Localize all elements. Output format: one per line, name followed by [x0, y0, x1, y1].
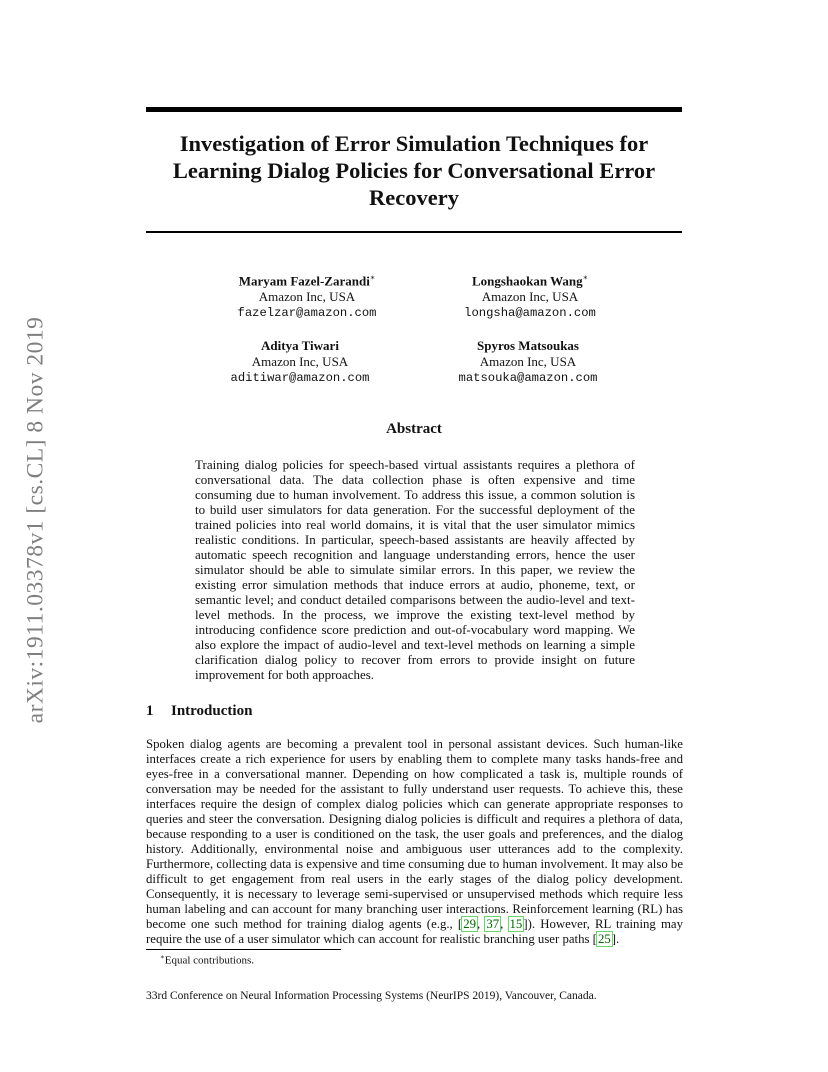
section-number: 1 [146, 703, 154, 719]
author-block [430, 270, 630, 321]
author-affiliation: Amazon Inc, USA [258, 289, 356, 305]
author-affiliation: Amazon Inc, USA [481, 289, 579, 305]
footnote-rule [146, 949, 341, 950]
equal-contribution-mark: ∗ [369, 273, 376, 282]
author-email[interactable]: longsha@amazon.com [464, 306, 596, 321]
citation-link[interactable]: 15 [509, 917, 523, 931]
conference-note: 33rd Conference on Neural Information Processing Systems (NeurIPS 2019), Vancouver, Canada. [146, 990, 597, 1002]
equal-contribution-mark: ∗ [582, 273, 589, 282]
section-title: Introduction [171, 703, 253, 719]
section-heading [146, 703, 252, 720]
paper-title: Investigation of Error Simulation Techniques for Learning Dialog Policies for Conversational Error Recovery [172, 131, 656, 210]
author-email[interactable]: fazelzar@amazon.com [237, 306, 377, 321]
author-block [200, 338, 400, 386]
title-bottom-rule [146, 231, 682, 233]
paragraph-text: Spoken dialog agents are becoming a prevalent tool in personal assistant devices. Such human-like interfaces create a rich experience for users by enabling them to complete many tasks hands-free and eyes-free in a conversational manner. Depending on how complicated a task is, multiple rounds of conversation may be needed for the assistant to fully understand user requests. To achieve this, these interfaces require the design of complex dialog policies which can generate appropriate responses to queries and steer the conversation. Designing dialog policies is difficult and requires a plethora of data, because responding to a user is conditioned on the task, the user goals and preferences, and the dialog history. Additionally, environmental noise and ambiguous user utterances add to the complexity. Furthermore, collecting data is expensive and time consuming due to human involvement. It may also be difficult to get engagement from real users in the early stages of the dialog policy development. Consequently, it is necessary to leverage semi-supervised or unsupervised methods which require less human labeling and can account for many branching user interactions. Reinforcement learning (RL) has become one such method for training dialog agents (e.g., [146, 737, 683, 931]
paragraph-text: . [616, 932, 620, 946]
author-email[interactable]: aditiwar@amazon.com [230, 371, 370, 385]
citation-link[interactable]: 37 [486, 917, 500, 931]
author-name: Longshaokan Wang [471, 273, 583, 289]
arxiv-watermark: arXiv:1911.03378v1 [cs.CL] 8 Nov 2019 [22, 316, 49, 724]
author-block [428, 338, 628, 386]
author-name: Aditya Tiwari [261, 338, 339, 353]
abstract-text: Training dialog policies for speech-based virtual assistants requires a plethora of conversational data. The data collection phase is often expensive and time consuming due to human involvement. To address this issue, a common solution is to build user simulators for data generation. For the successful deployment of the trained policies into real world domains, it is vital that the user simulator mimics realistic conditions. In particular, speech-based assistants are heavily affected by automatic speech recognition and language understanding errors, hence the user simulator should be able to simulate similar errors. In this paper, we review the existing error simulation methods that induce errors at audio, phoneme, text, or semantic level; and conduct detailed comparisons between the audio-level and text-level methods. In the process, we improve the existing text-level method by introducing confidence score prediction and out-of-vocabulary word mapping. We also explore the impact of audio-level and text-level methods on learning a simple clarification dialog policy to recover from errors to provide insight on future improvement for both approaches. [195, 457, 635, 682]
title-top-rule [146, 107, 682, 112]
citation-link[interactable]: 25 [597, 932, 611, 946]
author-email[interactable]: matsouka@amazon.com [458, 371, 598, 385]
citation-link[interactable]: 29 [463, 917, 476, 931]
footnote-text: Equal contributions. [164, 954, 254, 967]
author-block [207, 270, 407, 321]
footnote [160, 953, 254, 967]
author-name: Maryam Fazel-Zarandi [238, 273, 370, 289]
paragraph-text: ). However, RL training may require the use of a user simulator which can account for realistic branching user paths [146, 917, 684, 946]
author-name: Spyros Matsoukas [477, 338, 579, 353]
abstract-heading: Abstract [386, 421, 442, 437]
footnote-mark: ∗ [160, 953, 165, 961]
author-affiliation: Amazon Inc, USA [251, 354, 349, 369]
introduction-paragraph: Spoken dialog agents are becoming a prevalent tool in personal assistant devices. Such human-like interfaces create a rich experience for users by enabling them to complete many tasks hands-free and eyes-free in a conversational manner. Depending on how complicated a task is, multiple rounds of conversation may be needed for the assistant to fully understand user requests. To achieve this, these interfaces require the design of complex dialog policies which can generate appropriate responses to queries and steer the conversation. Designing dialog policies is difficult and requires a plethora of data, because responding to a user is conditioned on the task, the user goals and preferences, and the dialog history. Additionally, environmental noise and ambiguous user utterances add to the complexity. Furthermore, collecting data is expensive and time consuming due to human involvement. It may also be difficult to get engagement from real users in the early stages of the dialog policy development. Consequently, it is necessary to leverage semi-supervised or unsupervised methods which require less human labeling and can account for many branching user interactions. Reinforcement learning (RL) has become one such method for training dialog agents (e.g., [29, 37, 15]). However, RL training may require the use of a user simulator which can account for realistic branching user paths [25]. [146, 737, 684, 946]
author-affiliation: Amazon Inc, USA [479, 354, 577, 369]
